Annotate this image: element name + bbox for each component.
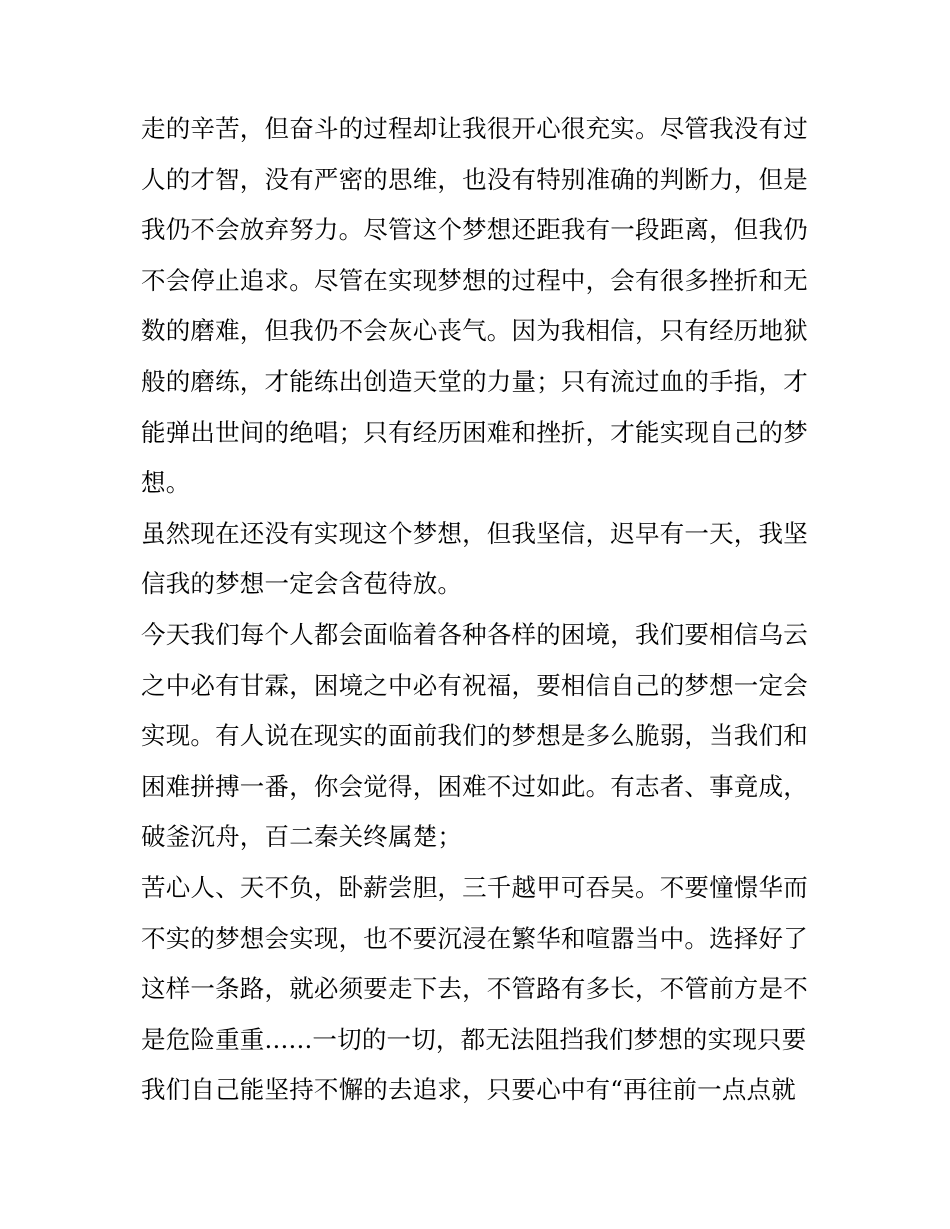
text-line: 能弹出世间的绝唱；只有经历困难和挫折，才能实现自己的梦	[141, 417, 808, 447]
text-line: 数的磨难，但我仍不会灰心丧气。因为我相信，只有经历地狱	[141, 316, 808, 346]
text-line: 我仍不会放弃努力。尽管这个梦想还距我有一段距离，但我仍	[141, 215, 808, 245]
text-line: 我们自己能坚持不懈的去追求，只要心中有“再往前一点点就	[141, 1075, 796, 1105]
text-line: 苦心人、天不负，卧薪尝胆，三千越甲可吞吴。不要憧憬华而	[141, 872, 808, 902]
text-line: 破釜沉舟，百二秦关终属楚；	[141, 822, 463, 852]
text-line: 不实的梦想会实现，也不要沉浸在繁华和喧嚣当中。选择好了	[141, 923, 808, 953]
text-line: 般的磨练，才能练出创造天堂的力量；只有流过血的手指，才	[141, 366, 808, 396]
text-line: 想。	[141, 468, 191, 498]
body-text	[141, 104, 821, 1116]
text-line: 信我的梦想一定会含苞待放。	[141, 569, 463, 599]
text-line: 是危险重重......一切的一切，都无法阻挡我们梦想的实现只要	[141, 1024, 807, 1054]
text-line: 虽然现在还没有实现这个梦想，但我坚信，迟早有一天，我坚	[141, 518, 808, 548]
text-line: 今天我们每个人都会面临着各种各样的困境，我们要相信乌云	[141, 619, 808, 649]
text-line: 实现。有人说在现实的面前我们的梦想是多么脆弱，当我们和	[141, 721, 808, 751]
text-line: 走的辛苦，但奋斗的过程却让我很开心很充实。尽管我没有过	[141, 114, 808, 143]
text-line: 困难拼搏一番，你会觉得，困难不过如此。有志者、事竟成，	[141, 771, 808, 801]
text-line: 不会停止追求。尽管在实现梦想的过程中，会有很多挫折和无	[141, 265, 808, 295]
text-line: 人的才智，没有严密的思维，也没有特别准确的判断力，但是	[141, 164, 808, 194]
text-line: 之中必有甘霖，困境之中必有祝福，要相信自己的梦想一定会	[141, 670, 808, 700]
text-line: 这样一条路，就必须要走下去，不管路有多长，不管前方是不	[141, 974, 808, 1004]
